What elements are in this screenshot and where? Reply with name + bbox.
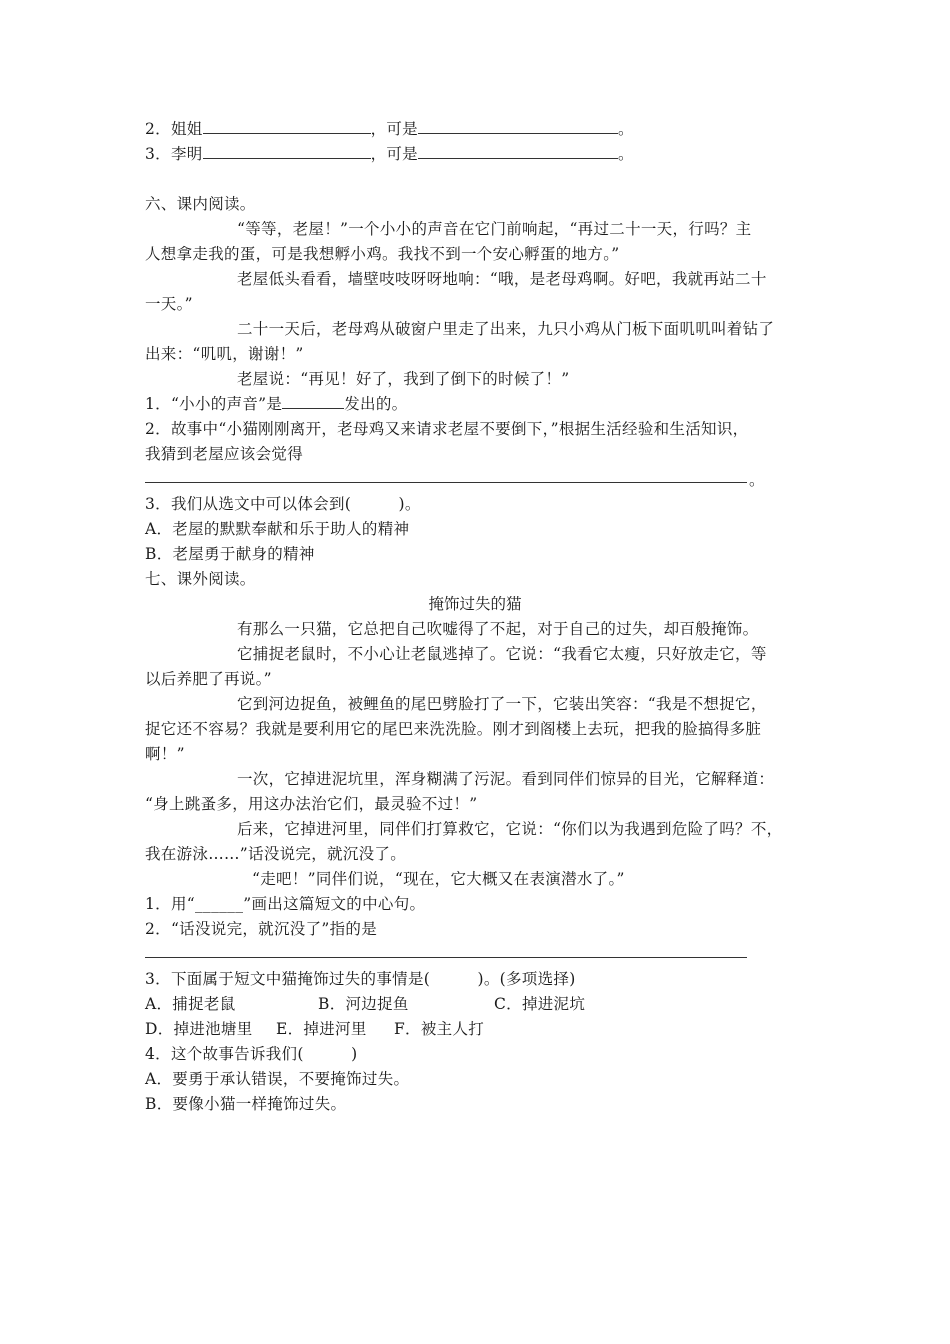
passage-line: “等等，老屋！”一个小小的声音在它门前响起，“再过二十一天，行吗？主 <box>237 220 752 238</box>
s7-option-d[interactable]: D．掉进池塘里 <box>145 1020 253 1038</box>
s7-question-1: 1．用“______”画出这篇短文的中心句。 <box>145 895 426 913</box>
passage-line: 老屋说：“再见！好了，我到了倒下的时候了！” <box>237 370 570 388</box>
q5-item2-lead: 2．姐姐 <box>145 120 203 138</box>
s7-q4-option-a[interactable]: A．要勇于承认错误，不要掩饰过失。 <box>145 1070 410 1088</box>
passage-line: 捉它还不容易？我就是要利用它的尾巴来洗洗脸。刚才到阁楼上去玩，把我的脸搞得多脏 <box>145 720 762 738</box>
q5-item3-end: 。 <box>617 145 634 163</box>
s7-option-f[interactable]: F．被主人打 <box>394 1020 485 1038</box>
s6-question-2: 2．故事中“小猫刚刚离开，老母鸡又来请求老屋不要倒下，”根据生活经验和生活知识， <box>145 420 749 438</box>
q5-item3-mid: ，可是 <box>370 145 418 163</box>
s6-option-b[interactable]: B．老屋勇于献身的精神 <box>145 545 315 563</box>
s7-option-c[interactable]: C．掉进泥坑 <box>494 995 586 1013</box>
passage-title: 掩饰过失的猫 <box>428 595 522 613</box>
section-6-heading: 六、课内阅读。 <box>145 195 256 213</box>
passage-line: 我在游泳……”话没说完，就沉没了。 <box>145 845 407 863</box>
s7-question-4: 4．这个故事告诉我们( ) <box>145 1045 358 1063</box>
answer-blank[interactable] <box>203 119 371 134</box>
s7-option-a[interactable]: A．捕捉老鼠 <box>145 995 236 1013</box>
passage-line: 一次，它掉进泥坑里，浑身糊满了污泥。看到同伴们惊异的目光，它解释道： <box>237 770 775 788</box>
answer-line-end: 。 <box>749 471 765 489</box>
q5-item2 <box>145 119 634 139</box>
passage-line: 它到河边捉鱼，被鲤鱼的尾巴劈脸打了一下，它装出笑容：“我是不想捉它， <box>237 695 767 713</box>
passage-line: 以后养肥了再说。” <box>145 670 272 688</box>
answer-blank[interactable] <box>282 394 344 409</box>
passage-line: “身上跳蚤多，用这办法治它们，最灵验不过！” <box>145 795 478 813</box>
q5-item2-mid: ，可是 <box>370 120 418 138</box>
section-7-heading: 七、课外阅读。 <box>145 570 256 588</box>
q5-item3 <box>145 144 634 164</box>
s6-question-1 <box>145 394 407 414</box>
answer-line[interactable] <box>145 482 747 483</box>
passage-line: 啊！” <box>145 745 185 763</box>
s7-q4-option-b[interactable]: B．要像小猫一样掩饰过失。 <box>145 1095 347 1113</box>
passage-line: 有那么一只猫，它总把自己吹嘘得了不起，对于自己的过失，却百般掩饰。 <box>237 620 759 638</box>
s6-question-1-tail: 发出的。 <box>344 395 408 413</box>
q5-item3-lead: 3．李明 <box>145 145 203 163</box>
passage-line: 一天。” <box>145 295 193 313</box>
s7-question-2: 2．“话没说完，就沉没了”指的是 <box>145 920 378 938</box>
passage-line: “走吧！”同伴们说，“现在，它大概又在表演潜水了。” <box>252 870 625 888</box>
answer-line[interactable] <box>145 957 747 958</box>
passage-line: 二十一天后，老母鸡从破窗户里走了出来，九只小鸡从门板下面叽叽叫着钻了 <box>237 320 775 338</box>
answer-blank[interactable] <box>418 144 618 159</box>
s7-option-b[interactable]: B．河边捉鱼 <box>318 995 409 1013</box>
s7-option-e[interactable]: E．掉进河里 <box>276 1020 367 1038</box>
passage-line: 后来，它掉进河里，同伴们打算救它，它说：“你们以为我遇到危险了吗？不， <box>237 820 783 838</box>
passage-line: 老屋低头看看，墙壁吱吱呀呀地响：“哦，是老母鸡啊。好吧，我就再站二十 <box>237 270 767 288</box>
answer-blank[interactable] <box>203 144 371 159</box>
answer-blank[interactable] <box>418 119 618 134</box>
passage-line: 它捕捉老鼠时，不小心让老鼠逃掉了。它说：“我看它太瘦，只好放走它，等 <box>237 645 767 663</box>
s6-question-3: 3．我们从选文中可以体会到( )。 <box>145 495 421 513</box>
q5-item2-end: 。 <box>617 120 634 138</box>
passage-line: 出来：“叽叽，谢谢！” <box>145 345 304 363</box>
passage-line: 人想拿走我的蛋，可是我想孵小鸡。我找不到一个安心孵蛋的地方。” <box>145 245 620 263</box>
s6-question-2-cont: 我猜到老屋应该会觉得 <box>145 445 304 463</box>
s6-option-a[interactable]: A．老屋的默默奉献和乐于助人的精神 <box>145 520 410 538</box>
s6-question-1-text: 1．“小小的声音”是 <box>145 395 283 413</box>
s7-question-3: 3．下面属于短文中猫掩饰过失的事情是( )。(多项选择) <box>145 970 576 988</box>
